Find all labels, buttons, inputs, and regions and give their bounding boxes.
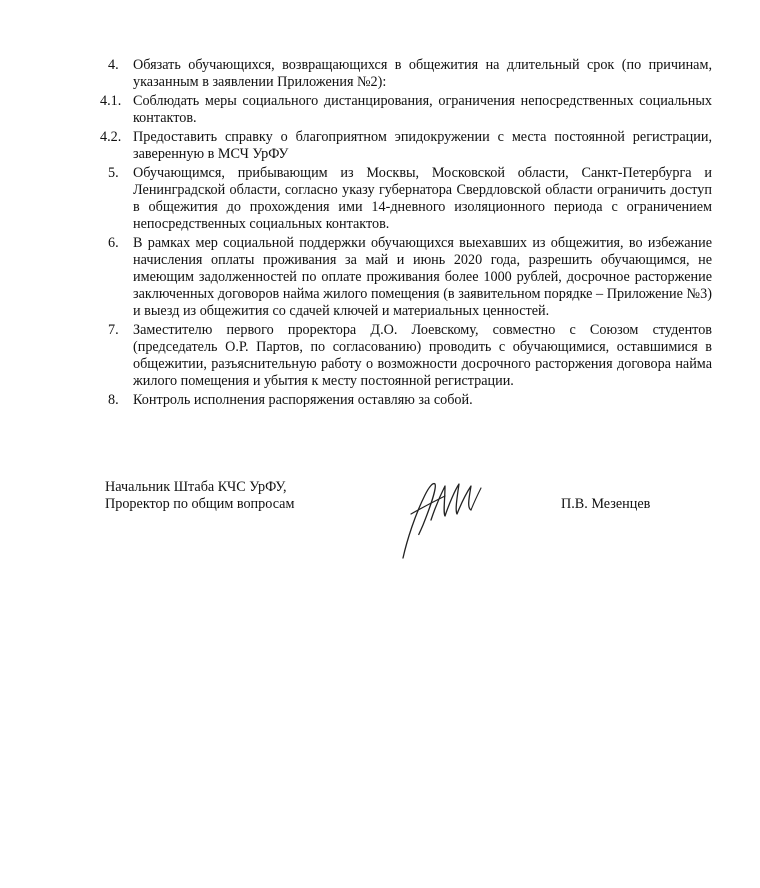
list-item bbox=[100, 93, 712, 127]
order-items-list bbox=[100, 57, 712, 411]
item-text: В рамках мер социальной поддержки обучающихся выехавших из общежития, во избежание начисления оплаты проживания за май и июнь 2020 года, разрешить обучающимся, не имеющим задолженностей по оплате проживания более 1000 рублей, досрочное расторжение заключенных договоров найма жилого помещения (в заявительном порядке – Приложение №3) и выезд из общежития со сдачей ключей и материальных ценностей. bbox=[133, 235, 712, 319]
position-line: Начальник Штаба КЧС УрФУ, bbox=[105, 479, 287, 495]
item-text: Предоставить справку о благоприятном эпидокружении с места постоянной регистрации, заверенную в МСЧ УрФУ bbox=[133, 129, 712, 162]
position-line: Проректор по общим вопросам bbox=[105, 496, 295, 512]
item-number: 7. bbox=[108, 322, 119, 338]
item-number: 4. bbox=[108, 57, 119, 73]
item-number: 5. bbox=[108, 165, 119, 181]
item-number: 4.2. bbox=[100, 129, 122, 145]
item-number: 6. bbox=[108, 235, 119, 251]
list-item bbox=[100, 57, 712, 91]
item-text: Обучающимся, прибывающим из Москвы, Московской области, Санкт-Петербурга и Ленинградской области, согласно указу губернатора Свердловской области ограничить доступ в общежития до прохождения ими 14-дневного изоляционного периода с ограничением непосредственных социальных контактов. bbox=[133, 165, 712, 232]
item-number: 4.1. bbox=[100, 93, 122, 109]
item-text: Обязать обучающихся, возвращающихся в общежития на длительный срок (по причинам, указанным в заявлении Приложения №2): bbox=[133, 57, 712, 90]
list-item bbox=[100, 165, 712, 233]
handwritten-signature bbox=[385, 470, 495, 565]
signatory-position bbox=[105, 479, 294, 513]
item-text: Заместителю первого проректора Д.О. Лоевскому, совместно с Союзом студентов (председатель О.Р. Партов, по согласованию) проводить с обучающимися, оставшимися в общежитии, разъяснительную работу о возможности досрочного расторжения договора найма жилого помещения и убытия к месту постоянной регистрации. bbox=[133, 322, 712, 389]
item-text: Контроль исполнения распоряжения оставляю за собой. bbox=[133, 392, 473, 408]
item-number: 8. bbox=[108, 392, 119, 408]
list-item bbox=[100, 392, 712, 409]
list-item bbox=[100, 129, 712, 163]
list-item bbox=[100, 322, 712, 390]
item-text: Соблюдать меры социального дистанцирования, ограничения непосредственных социальных контактов. bbox=[133, 93, 712, 126]
signatory-name: П.В. Мезенцев bbox=[561, 496, 651, 512]
list-item bbox=[100, 235, 712, 320]
